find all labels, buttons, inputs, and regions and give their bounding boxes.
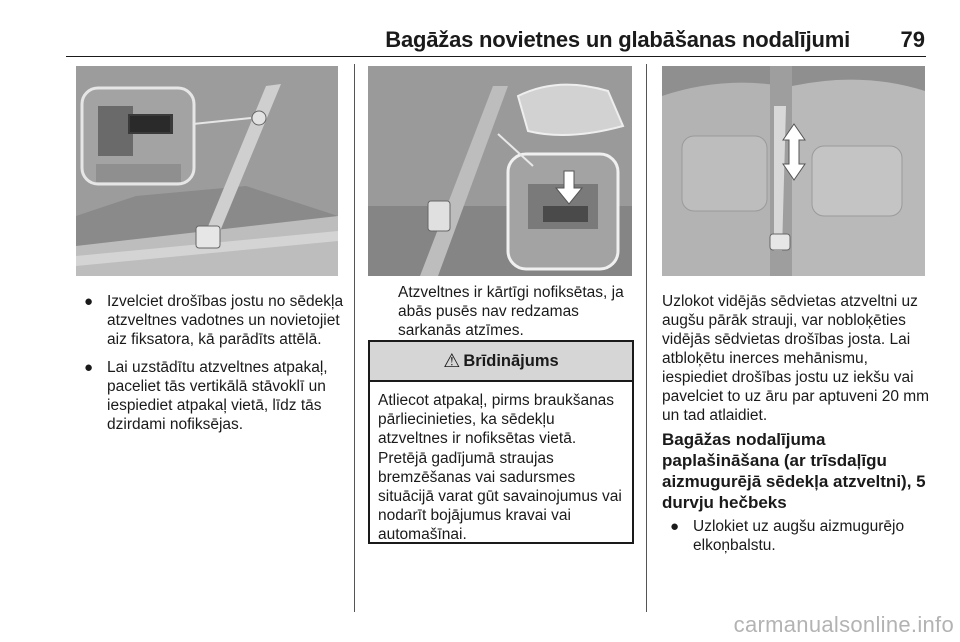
left-bullet-list — [84, 292, 346, 443]
list-item: ● Uzlokiet uz augšu aizmugurējo elkoņbalstu. — [670, 518, 905, 554]
figure-middle-seatbelt — [662, 66, 925, 276]
warning-body: Atliecot atpakaļ, pirms braukšanas pārliecinieties, ka sēdekļu atzveltnes ir nofiksētas vietā. Pretējā gadījumā straujas bremzēšanas vai sadursmes situācijā varat gūt savainojumus vai nodarīt bojājumus kravai vai automašīnai. — [378, 392, 622, 544]
list-item: ● Izvelciet drošības jostu no sēdekļa atzveltnes vadotnes un novietojiet aiz fiksatora, kā parādīts attēlā. — [84, 293, 344, 348]
page-title: Bagāžas novietnes un glabāšanas nodalījumi — [385, 27, 850, 52]
figure-seatbelt-retainer — [76, 66, 338, 276]
warning-title: Brīdinājums — [463, 351, 559, 370]
warning-box — [368, 340, 634, 544]
bullet-dot-icon: ● — [84, 359, 94, 376]
bullet-dot-icon: ● — [670, 518, 680, 535]
page-header — [0, 0, 960, 58]
column-divider-right — [646, 64, 647, 612]
figure-red-marker — [368, 66, 632, 276]
middle-paragraph: Atzveltnes ir kārtīgi nofiksētas, ja abās pusēs nav redzamas sarkanās atzīmes. — [398, 284, 624, 339]
right-bullet-list — [670, 517, 928, 564]
section-heading: Bagāžas nodalījuma paplašināšana (ar trīsdaļīgu aizmugurējā sēdekļa atzveltni), 5 durvju hečbeks — [662, 430, 926, 512]
bullet-dot-icon: ● — [84, 293, 94, 310]
column-divider-left — [354, 64, 355, 612]
page-number: 79 — [900, 27, 925, 52]
header-rule — [66, 56, 926, 57]
warning-triangle-icon: ⚠ — [443, 350, 461, 372]
watermark-text: carmanualsonline.info — [733, 612, 954, 637]
warning-header — [370, 342, 632, 382]
list-item: ● Lai uzstādītu atzveltnes atpakaļ, paceliet tās vertikālā stāvoklī un iespiediet atpakaļ vietā, līdz tās dzirdami nofiksējas. — [84, 359, 328, 433]
right-paragraph: Uzlokot vidējās sēdvietas atzveltni uz augšu pārāk strauji, var nobloķēties vidējās sēdvietas drošības josta. Lai atbloķētu inerces mehānismu, iespiediet drošības jostu uz iekšu vai pavelciet to uz āru par aptuveni 20 mm un tad atlaidiet. — [662, 293, 930, 424]
